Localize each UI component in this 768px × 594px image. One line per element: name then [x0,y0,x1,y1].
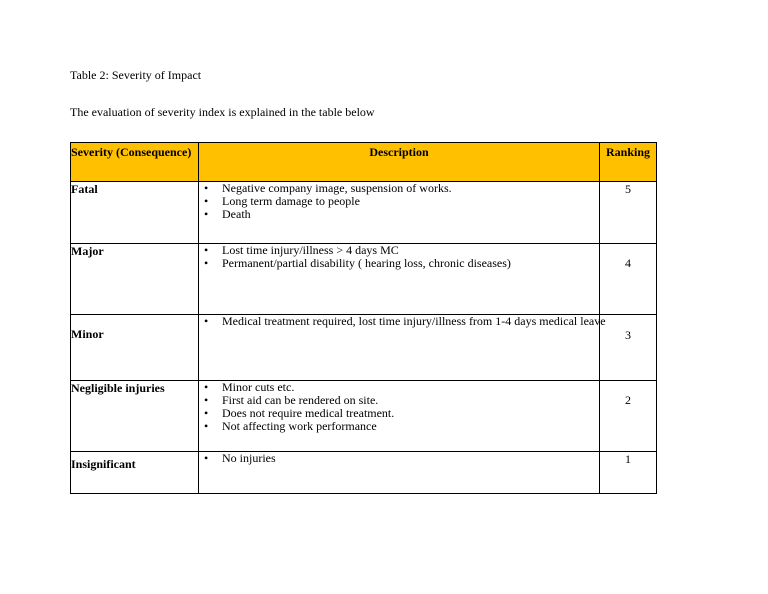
description-cell [199,244,600,315]
description-item: • Long term damage to people [204,195,599,208]
description-cell [199,314,606,381]
description-item: • Negative company image, suspension of works. [204,182,599,195]
description-item: • Does not require medical treatment. [204,407,599,420]
severity-cell: Minor [71,315,199,381]
description-list [199,452,599,465]
intro-text: The evaluation of severity index is explained in the table below [70,105,375,119]
description-list [199,244,599,270]
severity-cell: Fatal [71,182,199,244]
table-row [71,244,657,315]
header-ranking: Ranking [600,143,657,182]
severity-cell: Major [71,244,199,315]
description-item: • Not affecting work performance [204,420,599,433]
description-item: • Death [204,208,599,221]
table-row [71,315,657,381]
description-item: • Medical treatment required, lost time injury/illness from 1-4 days medical leave [204,315,599,328]
description-item: • Permanent/partial disability ( hearing loss, chronic diseases) [204,257,599,270]
description-list [199,314,606,328]
description-cell [199,182,600,244]
severity-cell: Insignificant [71,452,199,494]
table-row [71,381,657,452]
table-row [71,182,657,244]
header-severity: Severity (Consequence) [71,143,199,182]
description-item: • Minor cuts etc. [204,381,599,394]
description-item: • No injuries [204,452,599,465]
description-cell [199,381,600,452]
severity-cell: Negligible injuries [71,381,199,452]
table-header-row [71,143,657,182]
ranking-cell: 5 [600,182,657,244]
ranking-cell: 3 [600,315,657,381]
description-list [199,381,599,433]
ranking-cell: 2 [600,381,657,452]
description-item: • Lost time injury/illness > 4 days MC [204,244,599,257]
ranking-cell: 4 [600,244,657,315]
description-item: • First aid can be rendered on site. [204,394,599,407]
header-description: Description [199,143,600,182]
description-list [199,182,599,221]
ranking-cell: 1 [600,452,657,494]
table-row [71,452,657,494]
severity-table [70,142,657,494]
table-caption: Table 2: Severity of Impact [70,68,202,82]
description-cell [199,452,600,494]
